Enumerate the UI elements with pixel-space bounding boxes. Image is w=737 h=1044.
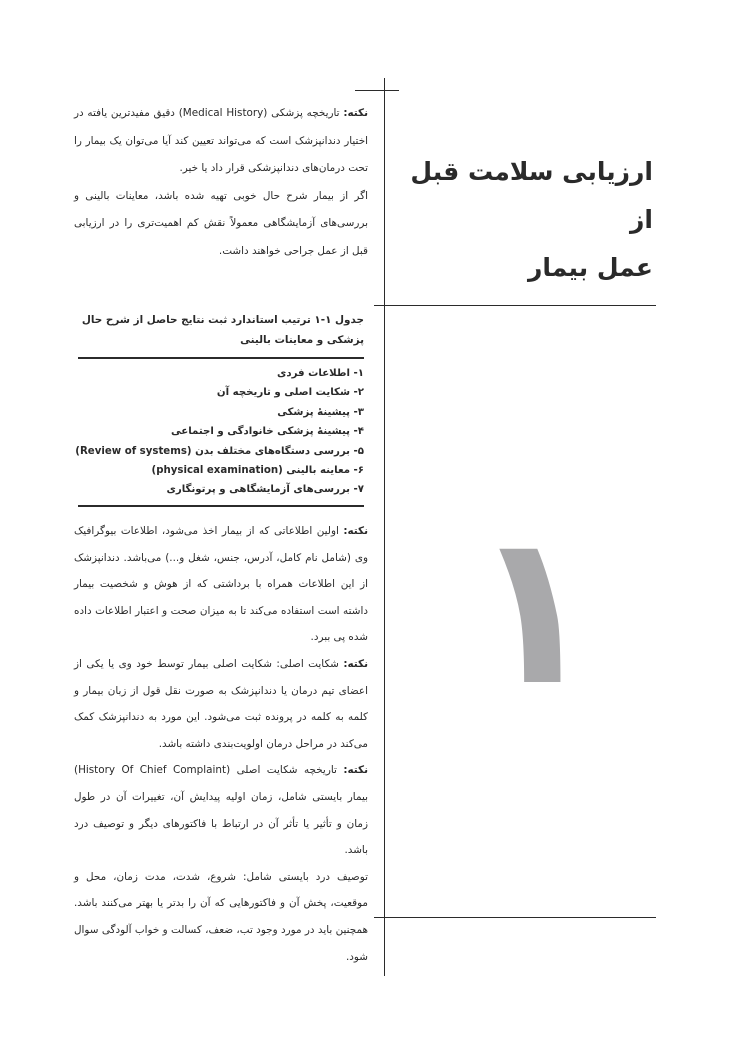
note-label: نکته:	[343, 525, 368, 537]
note-text: شکایت اصلی: شکایت اصلی بیمار توسط خود وی یا یکی از اعضای تیم درمان یا دندانپزشک به صورت نقل قول از زبان بیمار و کلمه به کلمه در پرونده ثبت می‌شود. این مورد به دندانپزشک کمک می‌کند در مراحل درمان اولویت‌بندی داشته باشد.	[74, 657, 368, 750]
note-paragraph	[74, 100, 368, 183]
table-bottom-rule	[78, 505, 364, 507]
table-top-rule	[78, 357, 364, 359]
table-caption: جدول ۱-۱ ترتیب استاندارد ثبت نتایج حاصل از شرح حال پزشکی و معاینات بالینی	[81, 314, 364, 346]
table-item: ۶- معاینه بالینی (physical examination)	[151, 465, 364, 477]
table-item: ۵- بررسی دستگاه‌های مختلف بدن (Review of systems)	[75, 445, 364, 457]
table-list	[74, 364, 364, 500]
bottom-rule	[374, 917, 656, 918]
note-paragraph	[74, 518, 368, 651]
table-item: ۱- اطلاعات فردی	[277, 368, 364, 379]
note-paragraph	[74, 757, 368, 863]
note-medical-history	[74, 100, 368, 265]
note-paragraph: توصیف درد بایستی شامل: شروع، شدت، مدت زمان، محل و موقعیت، پخش آن و فاکتورهایی که آن را بدتر یا بهتر می‌کنند باشد. همچنین باید در مورد وجود تب، ضعف، کسالت و خواب آلودگی سوال شود.	[74, 870, 368, 963]
chapter-title-line2: عمل بیمار	[528, 253, 653, 282]
chapter-title-line1: ارزیابی سلامت قبل از	[410, 157, 653, 234]
note-text: تاریخچه شکایت اصلی (History Of Chief Complaint) بیمار بایستی شامل، زمان اولیه پیدایش آن، تغییرات آن در طول زمان و تأثیر یا تأثر آن در ارتباط با فاکتورهای دیگر و توصیف درد باشد.	[74, 764, 368, 857]
top-short-rule	[355, 90, 399, 91]
title-bottom-rule	[374, 305, 656, 306]
chapter-number: ۱	[470, 487, 599, 732]
notes-block	[74, 518, 368, 970]
note-label: نکته:	[343, 107, 368, 119]
note-label: نکته:	[343, 657, 368, 670]
table-item: ۴- پیشینهٔ پزشکی خانوادگی و اجتماعی	[170, 426, 364, 438]
note-text: اولین اطلاعاتی که از بیمار اخذ می‌شود، اطلاعات بیوگرافیک وی (شامل نام کامل، آدرس، جنس، شغل و...) می‌باشد. دندانپزشک از این اطلاعات همراه با برداشتی که از هوش و شخصیت بیمار داشته است استفاده می‌کند تا به میزان صحت و اعتبار اطلاعات داده شده پی ببرد.	[74, 525, 368, 644]
note-paragraph	[74, 651, 368, 757]
vertical-divider	[384, 78, 385, 976]
note-paragraph: اگر از بیمار شرح حال خوبی تهیه شده باشد، معاینات بالینی و بررسی‌های آزمایشگاهی معمولاً نقش کم اهمیت‌تری را در ارزیابی قبل از عمل جراحی خواهند داشت.	[74, 189, 368, 257]
table-item: ۷- بررسی‌های آزمایشگاهی و پرتونگاری	[166, 484, 364, 496]
note-text: تاریخچه پزشکی (Medical History) دقیق مفیدترین یافته در اختیار دندانپزشک است که می‌تواند تعیین کند آیا می‌توان یک بیمار را تحت درمان‌های دندانپزشکی قرار داد یا خیر.	[74, 107, 368, 174]
table-item: ۳- پیشینهٔ پزشکی	[277, 406, 364, 418]
note-label: نکته:	[343, 764, 368, 777]
chapter-title	[395, 148, 653, 292]
table-item: ۲- شکایت اصلی و تاریخچه آن	[216, 387, 364, 399]
